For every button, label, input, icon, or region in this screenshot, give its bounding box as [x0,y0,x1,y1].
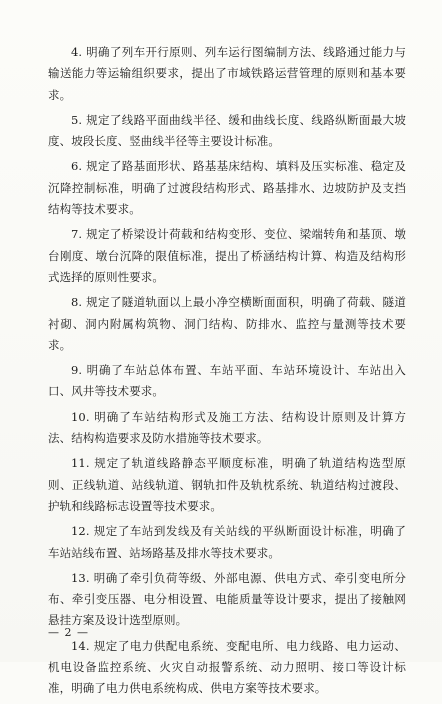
paragraph-item-14: 14. 规定了电力供配电系统、变配电所、电力线路、电力运动、机电设备监控系统、火灾自动报警系统、动力照明、接口等设计标准，明确了电力供电系统构成、供电方案等技术要求。 [48,638,406,696]
paragraph-item-4: 4. 明确了列车开行原则、列车运行图编制方法、线路通过能力与输送能力等运输组织要求，提出了市域铁路运营管理的原则和基本要求。 [48,45,406,102]
paragraph-item-11: 11. 规定了轨道线路静态平顺度标准，明确了轨道结构选型原则、正线轨道、站线轨道、钢轨扣件及轨枕系统、轨道结构过渡段、护轨和线路标志设置等技术要求。 [48,456,406,513]
paragraph-item-7: 7. 规定了桥梁设计荷载和结构变形、变位、梁端转角和基顶、墩台刚度、墩台沉降的限值标准，提出了桥涵结构计算、构造及结构形式选择的原则性要求。 [48,227,406,284]
paragraph-item-12: 12. 规定了车站到发线及有关站线的平纵断面设计标准，明确了车站站线布置、站场路基及排水等技术要求。 [48,524,406,560]
page-number: — 2 — [48,626,89,639]
paragraph-item-13: 13. 明确了牵引负荷等级、外部电源、供电方式、牵引变电所分布、牵引变压器、电分相设置、电能质量等设计要求，提出了接触网悬挂方案及设计选型原则。 [48,570,406,628]
document-body [48,42,406,704]
paragraph-item-5: 5. 规定了线路平面曲线半径、缓和曲线长度、线路纵断面最大坡度、坡段长度、竖曲线半径等主要设计标准。 [48,112,406,149]
paragraph-item-10: 10. 明确了车站结构形式及施工方法、结构设计原则及计算方法、结构构造要求及防水措施等技术要求。 [48,409,406,446]
paragraph-item-8: 8. 规定了隧道轨面以上最小净空横断面面积，明确了荷载、隧道衬砌、洞内附属构筑物、洞门结构、防排水、监控与量测等技术要求。 [48,295,406,352]
paragraph-item-6: 6. 规定了路基面形状、路基基床结构、填料及压实标准、稳定及沉降控制标准，明确了过渡段结构形式、路基排水、边坡防护及支挡结构等技术要求。 [48,159,406,217]
paragraph-item-9: 9. 明确了车站总体布置、车站平面、车站环境设计、车站出入口、风井等技术要求。 [48,363,406,399]
